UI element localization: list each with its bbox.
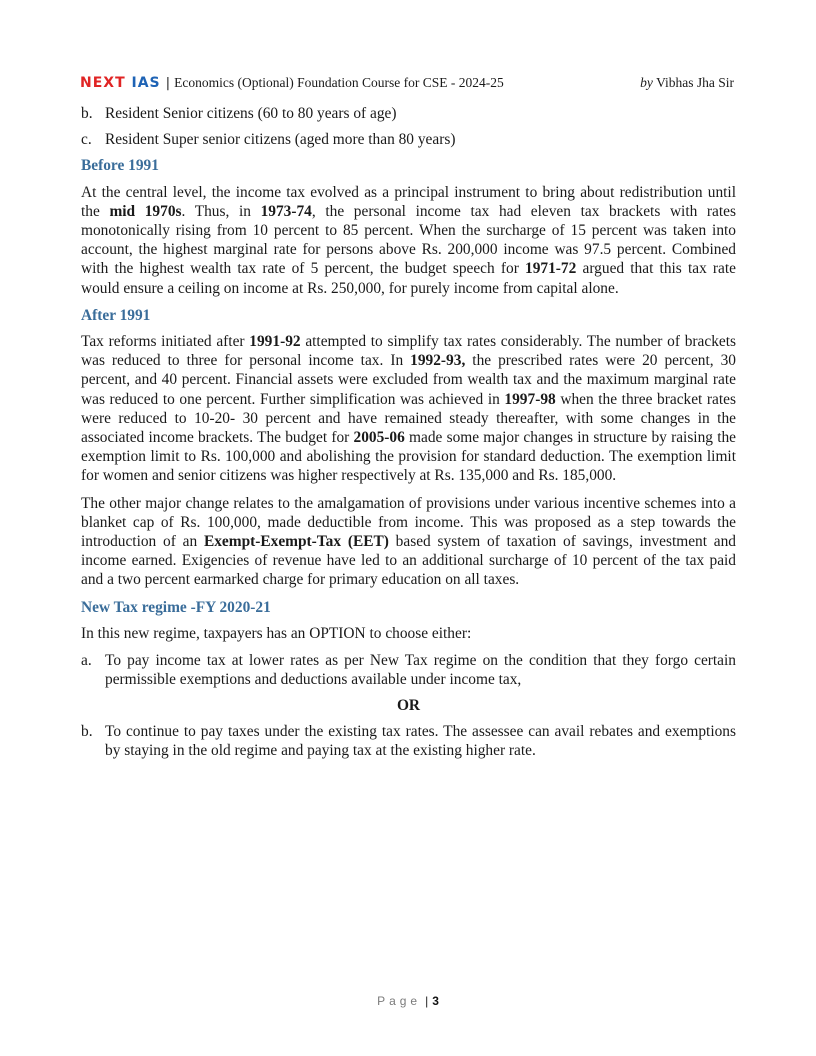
list-label: b.: [81, 722, 93, 740]
list-text: Resident Senior citizens (60 to 80 years of age): [105, 105, 397, 122]
page-header: [80, 74, 734, 92]
text-run: At the central level, the income tax evolved as a principal instrument to bring about redistribution until the: [81, 183, 736, 220]
list-item: [81, 104, 736, 123]
logo-ias: IAS: [131, 75, 161, 91]
logo-next: NEXT: [80, 75, 126, 91]
list-label: c.: [81, 131, 92, 149]
text-run: . Thus, in: [181, 202, 261, 220]
bold-run: mid 1970s: [109, 202, 182, 220]
text-run: , the personal income tax had eleven tax brackets with rates monotonically rising from 10 percent to 85 percent. When the surcharge of 15 percent was taken into account, the highest marginal rate for persons above Rs. 200,000 income was 97.5 percent. Combined with the highest wealth tax rate of 5 percent, the budget speech for: [81, 202, 736, 278]
list-text: Resident Super senior citizens (aged more than 80 years): [105, 131, 456, 149]
text-run: made some major changes in structure by raising the exemption limit to Rs. 100,000 and abolishing the provision for standard deduction. The exemption limit for women and senior citizens was higher respectively at Rs. 135,000 and Rs. 185,000.: [81, 429, 736, 485]
author-credit: [640, 75, 734, 91]
list-label: a.: [81, 652, 92, 670]
or-separator: OR: [396, 697, 421, 715]
text-run: based system of taxation of savings, investment and income earned. Exigencies of revenue have led to an additional surcharge of 10 percent of the tax paid and a two percent earmarked charge for primary education on all taxes.: [81, 533, 737, 589]
course-title: Economics (Optional) Foundation Course for CSE - 2024-25: [174, 75, 504, 90]
footer-separator: |: [425, 994, 429, 1008]
list-text: To continue to pay taxes under the existing tax rates. The assessee can avail rebates and exemptions by staying in the old regime and paying tax at the existing higher rate.: [105, 722, 736, 759]
list-item: [81, 722, 736, 760]
bold-run: 2005-06: [353, 429, 405, 447]
author-name: Vibhas Jha Sir: [656, 75, 734, 90]
header-separator: |: [165, 75, 171, 91]
text-run: the prescribed rates were 20 percent, 30 percent, and 40 percent. Financial assets were excluded from wealth tax and the maximum marginal rate was reduced to one percent. Further simplification was achieved in: [81, 352, 736, 408]
bold-run: Exempt-Exempt-Tax (EET): [203, 533, 389, 551]
section-heading-before-1991: Before 1991: [81, 157, 159, 175]
section-heading-after-1991: After 1991: [81, 306, 151, 324]
bold-run: 1971-72: [525, 260, 577, 278]
text-run: Tax reforms initiated after: [81, 333, 250, 351]
page-footer: [0, 994, 816, 1008]
bold-run: 1997-98: [504, 390, 556, 408]
bold-run: 1973-74: [260, 202, 312, 220]
page-label: Page: [377, 994, 422, 1008]
section-heading-new-tax-regime: New Tax regime -FY 2020-21: [81, 598, 271, 616]
bold-run: 1992-93,: [410, 352, 466, 370]
paragraph-after-1991-2: [81, 494, 736, 590]
list-item: [81, 130, 736, 149]
document-body: [81, 104, 736, 767]
paragraph-new-regime-intro: In this new regime, taxpayers has an OPTION to choose either:: [81, 624, 472, 642]
text-run: attempted to simplify tax rates considerably. The number of brackets was reduced to three for personal income tax. In: [81, 333, 736, 370]
list-text: To pay income tax at lower rates as per New Tax regime on the condition that they forgo certain permissible exemptions and deductions available under income tax,: [105, 652, 736, 689]
page-number: 3: [432, 994, 439, 1008]
text-run: when the three bracket rates were reduced to 10-20- 30 percent and have remained steady thereafter, with some changes in the associated income brackets. The budget for: [81, 390, 736, 447]
paragraph-before-1991: [81, 183, 736, 298]
list-label: b.: [81, 105, 93, 122]
paragraph-after-1991-1: [81, 332, 736, 486]
list-item: [81, 651, 736, 689]
next-ias-logo: [80, 75, 161, 91]
text-run: The other major change relates to the amalgamation of provisions under various incentive schemes into a blanket cap of Rs. 100,000, made deductible from income. This was proposed as a step towards the introduction of an: [81, 494, 736, 551]
bold-run: 1991-92: [249, 333, 301, 351]
text-run: argued that this tax rate would ensure a ceiling on income at Rs. 250,000, for purely income from capital alone.: [81, 260, 737, 297]
author-prefix: by: [640, 75, 653, 90]
